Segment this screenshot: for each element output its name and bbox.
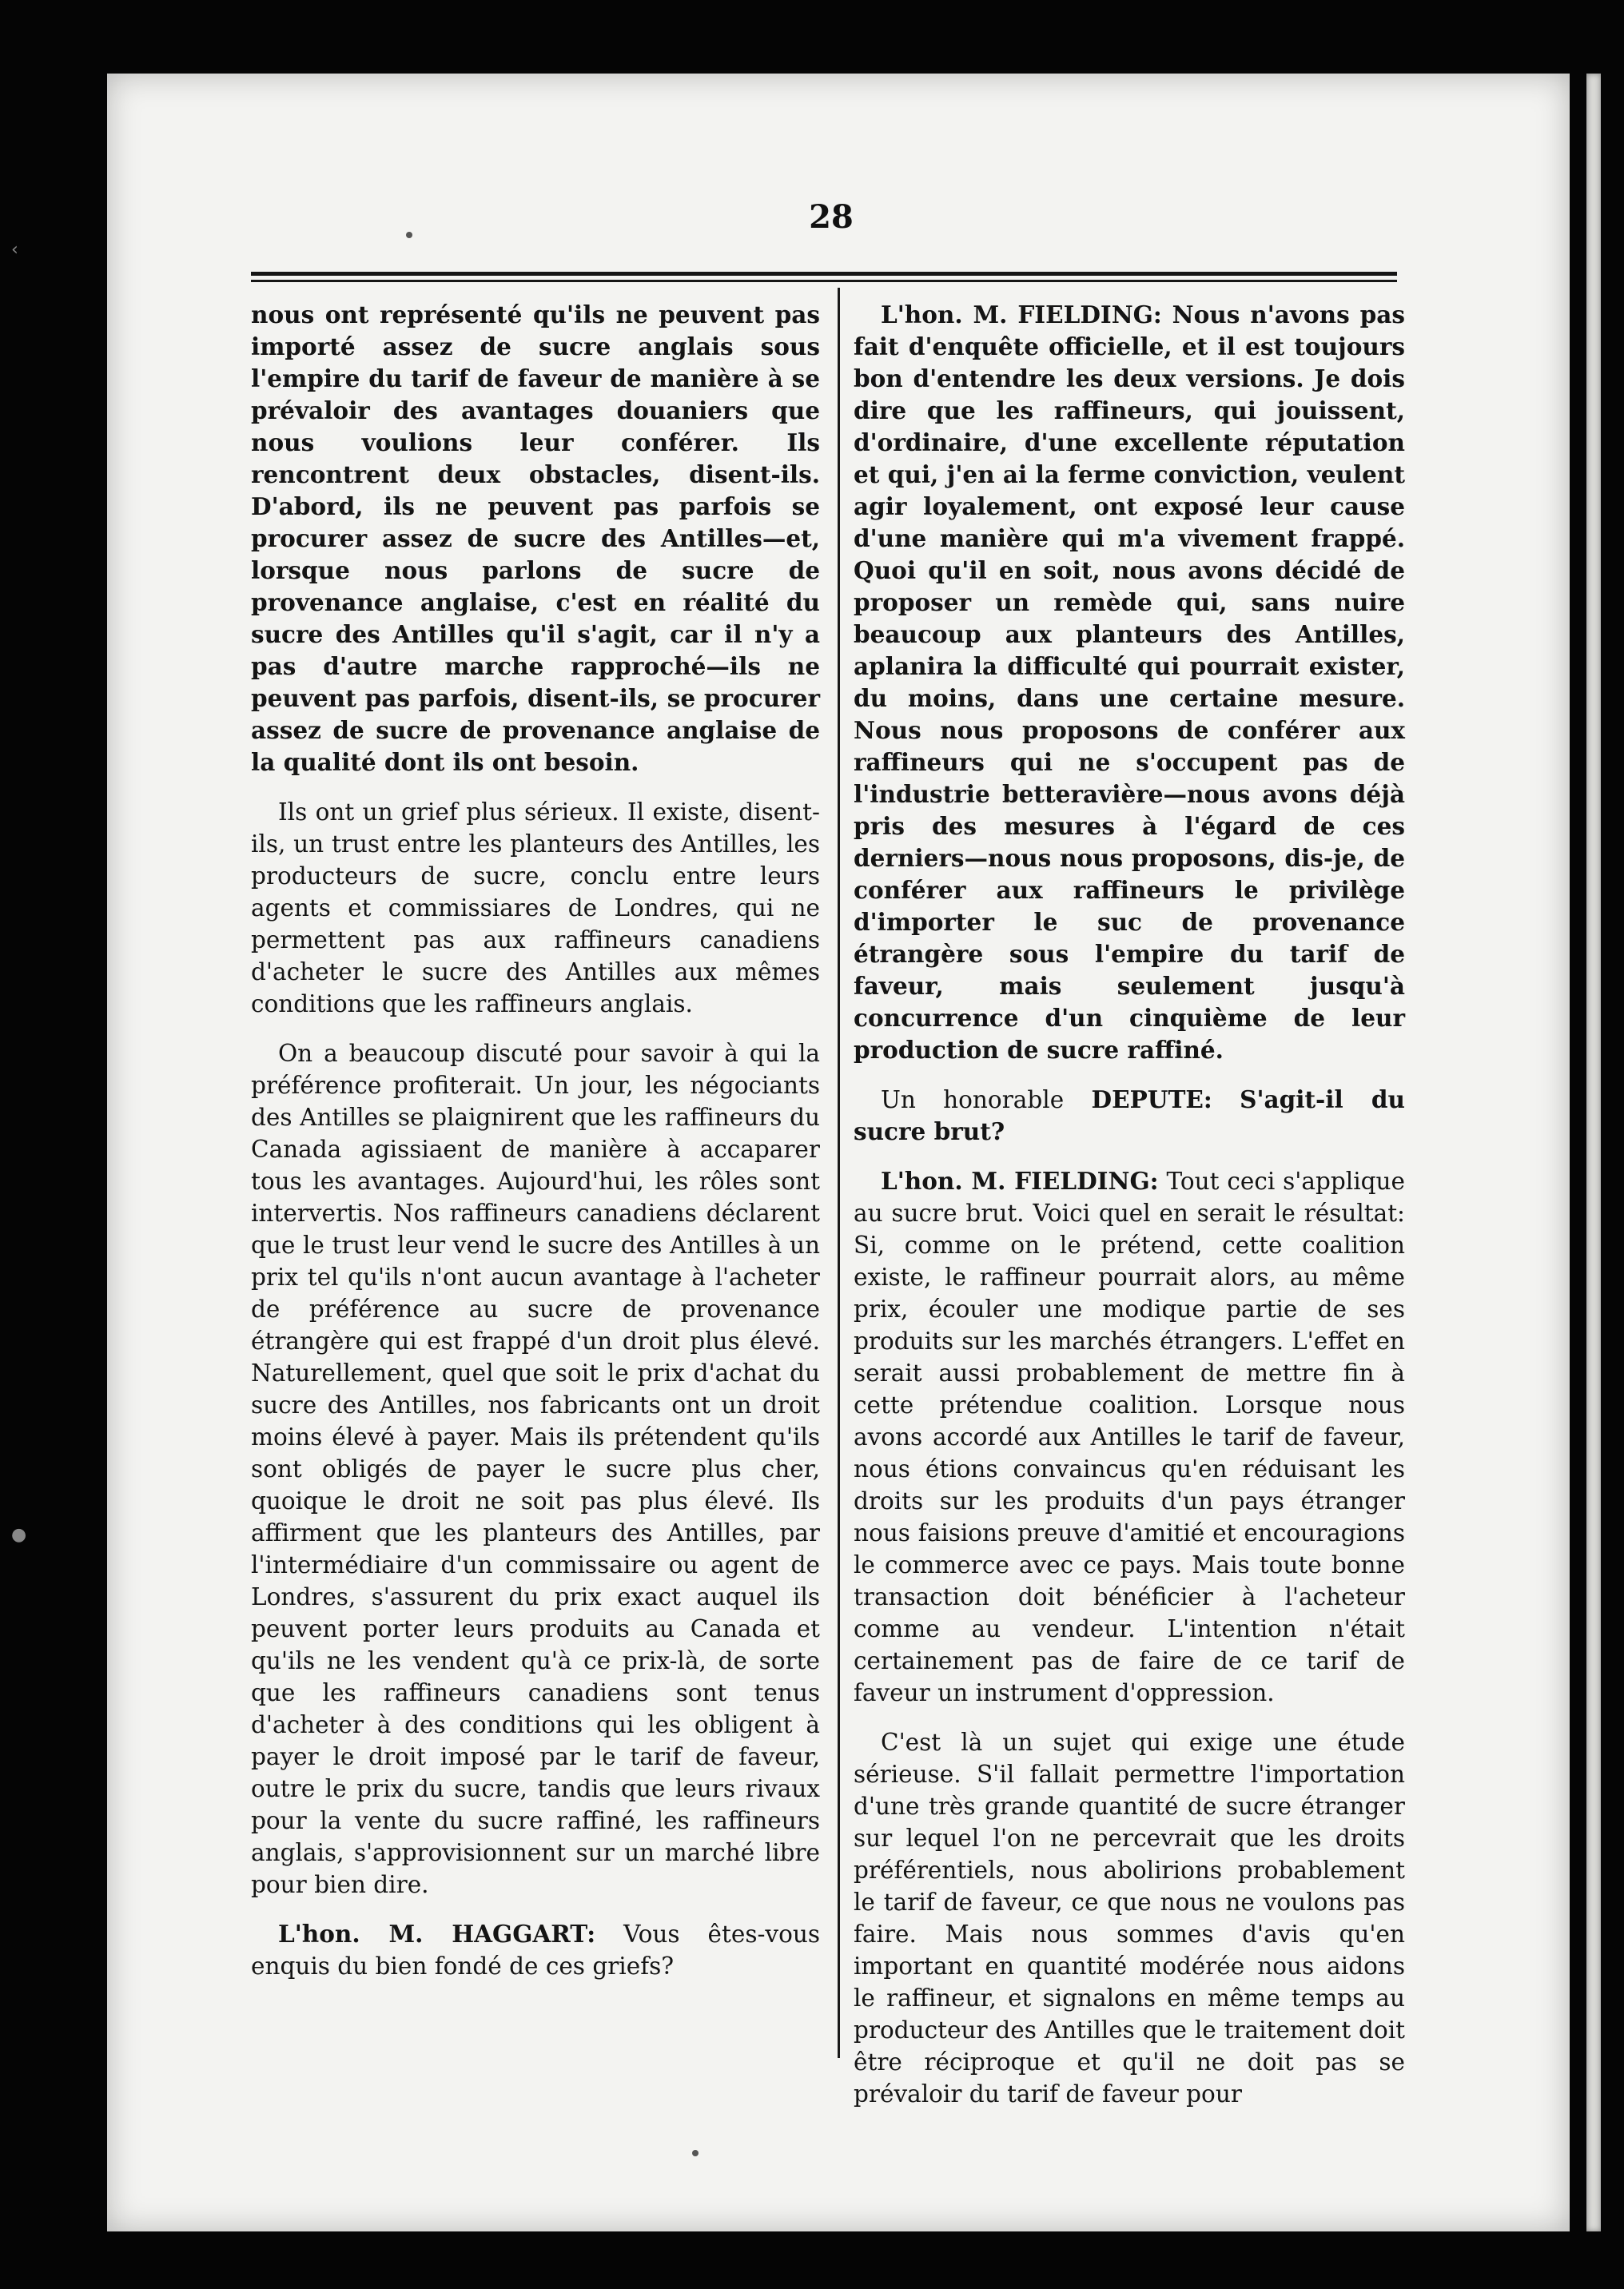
scan-speck [692,2150,699,2156]
speaker-name: L'hon. M. FIELDING: [881,1167,1159,1195]
speech-text: Vous êtes-vous enquis du bien fondé de ces griefs? [251,1921,820,1980]
page-number: 28 [809,198,854,236]
paragraph: On a beaucoup discuté pour savoir à qui la préférence profiterait. Un jour, les négociants des Antilles se plaignirent que les raffineurs du Canada agissiaent de manière à accaparer tous les avantages. Aujourd'hui, les rôles sont intervertis. Nos raffineurs canadiens déclarent que le trust leur vend le sucre des Antilles à un prix tel qu'ils n'ont aucun avantage à l'acheter de préférence au sucre de provenance étrangère qui est frappé d'un droit plus élevé. Naturellement, quel que soit le prix d'achat du sucre des Antilles, nos fabricants ont un droit moins élevé à payer. Mais ils prétendent qu'ils sont obligés de payer le sucre plus cher, quoique le droit ne soit pas plus élevé. Ils affirment que les planteurs des Antilles, par l'intermédiaire d'un commissaire ou agent de Londres, s'assurent du prix exact auquel ils peuvent porter leurs produits au Canada et qu'ils ne les vendent qu'à ce prix-là, de sorte que les raffineurs canadiens sont tenus d'acheter à des conditions qui les obligent à payer le droit imposé par le tarif de faveur, outre le prix du sucre, tandis que leurs rivaux pour la vente du sucre raffiné, les raffineurs anglais, s'approvisionnent sur un marché libre pour bien dire. [251,1040,820,1898]
speech-text: S'agit-il du sucre brut? [854,1085,1405,1145]
paragraph-fielding [854,299,1405,1066]
speaker-name: L'hon. M. HAGGART: [278,1920,596,1948]
paragraph-depute [854,1084,1405,1148]
paragraph: C'est là un sujet qui exige une étude sérieuse. S'il fallait permettre l'importation d'une très grande quantité de sucre étranger sur lequel l'on ne percevrait que les droits préférentiels, nous abolirions probablement le tarif de faveur, ce que nous ne voulons pas faire. Mais nous sommes d'avis qu'en important en quantité modérée nous aidons le raffineur, et signalons en même temps au producteur des Antilles que le traitement doit être réciproque et qu'il ne doit pas se prévaloir du tarif de faveur pour [854,1729,1405,2108]
scan-speck [406,232,412,238]
speaker-name: DEPUTE: [1091,1085,1212,1113]
speech-text: Nous n'avons pas fait d'enquête officielle, et il est toujours bon d'entendre les deux versions. Je dois dire que les raffineurs, qui jouissent, d'ordinaire, d'une excellente réputation et qui, j'en ai la ferme conviction, veulent agir loyalement, ont exposé leur cause d'une manière qui m'a vivement frappé. Quoi qu'il en soit, nous avons décidé de proposer un remède qui, sans nuire beaucoup aux planteurs des Antilles, aplanira la difficulté qui pourrait exister, du moins, dans une certaine mesure. Nous nous proposons de conférer aux raffineurs qui ne s'occupent pas de l'industrie betteravière—nous avons déjà pris des mesures à l'égard de ces derniers—nous nous proposons, dis-je, de conférer aux raffineurs le privilège d'importer le suc de provenance étrangère sous l'empire du tarif de faveur, mais seulement jusqu'à concurrence d'un cinquième de leur production de sucre raffiné. [854,301,1405,1064]
paragraph: nous ont représenté qu'ils ne peuvent pas importé assez de sucre anglais sous l'empire du tarif de faveur de manière à se prévaloir des avantages douaniers que nous voulions leur conférer. Ils rencontrent deux obstacles, disent-ils. D'abord, ils ne peuvent pas parfois se procurer assez de sucre des Antilles—et, lorsque nous parlons de sucre de provenance anglaise, c'est en réalité du sucre des Antilles qu'il s'agit, car il n'y a pas d'autre marche rapproché—ils ne peuvent pas parfois, disent-ils, se procurer assez de sucre de provenance anglaise de la qualité dont ils ont besoin. [251,301,820,776]
column-divider [838,288,840,2058]
speaker-name: L'hon. M. FIELDING: [881,301,1162,328]
speech-text: Tout ceci s'applique au sucre brut. Voici quel en serait le résultat: Si, comme on le prétend, cette coalition existe, le raffineur pourrait alors, au même prix, écouler une modique partie de ses produits sur les marchés étrangers. L'effet en serait aussi probablement de mettre fin à cette prétendue coalition. Lorsque nous avons accordé aux Antilles le tarif de faveur, nous étions convaincus qu'en réduisant les droits sur les produits d'un pays étranger nous faisions preuve d'amitié et encouragions le commerce avec ce pays. Mais toute bonne transaction doit bénéficier à l'acheteur comme au vendeur. L'intention n'était certainement pas de faire de ce tarif de faveur un instrument d'oppression. [854,1168,1405,1706]
paragraph: Ils ont un grief plus sérieux. Il existe, disent-ils, un trust entre les planteurs des Antilles, les producteurs de sucre, conclu entre leurs agents et commissiares de Londres, qui ne permettent pas aux raffineurs canadiens d'acheter le sucre des Antilles aux mêmes conditions que les raffineurs anglais. [251,798,820,1017]
header-rule [251,280,1397,282]
scan-mark: ‹ [11,240,18,260]
speaker-prefix: Un honorable [881,1086,1065,1113]
header-rule [251,272,1397,276]
paragraph-fielding [854,1165,1405,1709]
right-column [854,299,1405,2128]
left-column [251,299,820,2000]
page-edge [1586,74,1601,2231]
paragraph-haggart [251,1918,820,1982]
scan-mark: ● [11,1525,27,1545]
